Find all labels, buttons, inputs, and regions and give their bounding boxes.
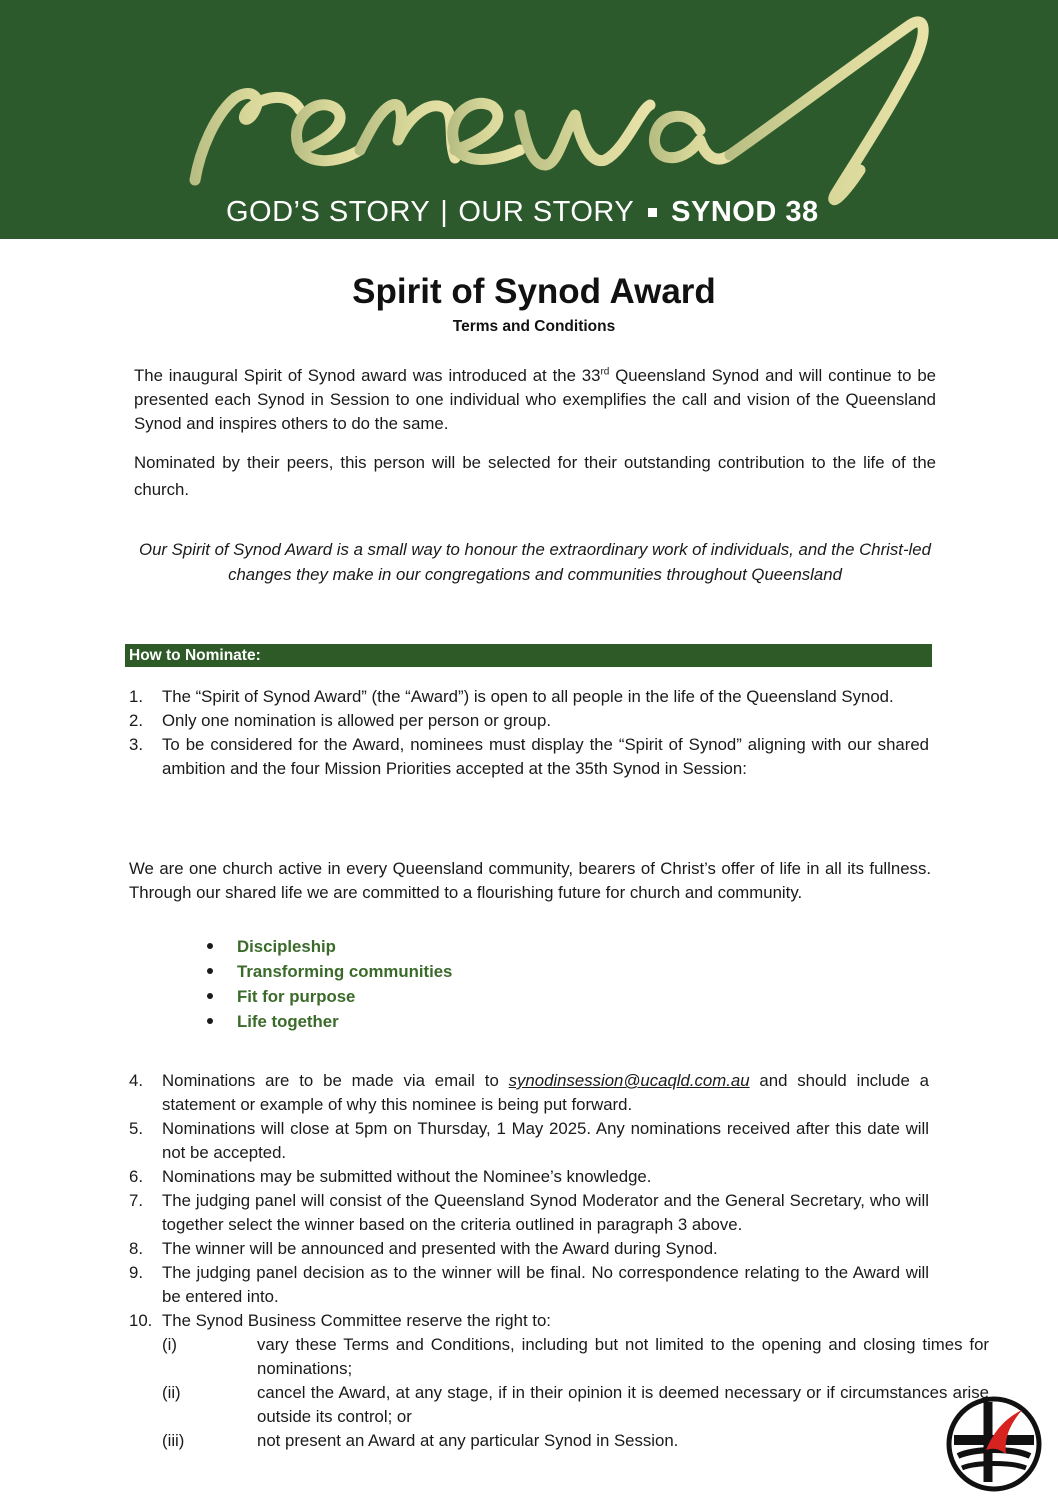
list-item: 6. Nominations may be submitted without the Nominee’s knowledge. — [129, 1167, 652, 1186]
header-banner — [0, 0, 1058, 239]
priority-discipleship: Discipleship — [205, 934, 452, 959]
page-title: Spirit of Synod Award — [352, 272, 716, 311]
priority-fit-for-purpose: Fit for purpose — [205, 984, 452, 1009]
list-item: 10. The Synod Business Committee reserve the right to: (i) vary these Terms and Conditions, including but not limited to the opening and closing times for nominations; (ii) cancel the Award, at any stage, if in their opinion it is deemed necessary or if circumstances arise outside its control; or (iii) not present an Award at any particular Synod in Session. — [129, 1309, 929, 1453]
intro-paragraph-2: Nominated by their peers, this person will be selected for their outstanding contribution to the life of the church. — [134, 453, 936, 499]
list-item: 1. The “Spirit of Synod Award” (the “Award”) is open to all people in the life of the Queensland Synod. — [129, 687, 894, 706]
intro-quote: Our Spirit of Synod Award is a small way to honour the extraordinary work of individuals, and the Christ-led changes they make in our congregations and communities throughout Queensland — [139, 540, 931, 584]
list-item: 5. Nominations will close at 5pm on Thursday, 1 May 2025. Any nominations received after this date will not be accepted. — [129, 1119, 929, 1162]
list-item: 9. The judging panel decision as to the winner will be final. No correspondence relating to the Award will be entered into. — [129, 1263, 929, 1306]
list-item: 3. To be considered for the Award, nominees must display the “Spirit of Synod” aligning with our shared ambition and the four Mission Priorities accepted at the 35th Synod in Session: — [129, 735, 929, 778]
priority-life-together: Life together — [205, 1009, 452, 1034]
tagline-our-story: OUR STORY — [458, 195, 635, 228]
mission-priorities — [205, 934, 452, 1034]
page-subtitle: Terms and Conditions — [452, 318, 616, 335]
list-item: 2. Only one nomination is allowed per person or group. — [129, 711, 551, 730]
tagline-synod: SYNOD 38 — [671, 195, 819, 228]
list-item: (ii) cancel the Award, at any stage, if in their opinion it is deemed necessary or if circumstances arise outside its control; or — [162, 1383, 989, 1426]
tagline-gods-story: GOD’S STORY — [226, 195, 431, 228]
nomination-list-b — [129, 1069, 989, 1453]
tagline-separator: | — [440, 195, 449, 228]
shared-ambition: We are one church active in every Queensland community, bearers of Christ’s offer of life in all its fullness. Through our shared life we are committed to a flourishing future for church and community. — [129, 859, 931, 902]
uniting-church-logo-icon — [944, 1396, 1044, 1492]
email-link[interactable]: synodinsession@ucaqld.com.au — [508, 1071, 750, 1090]
list-item: (i) vary these Terms and Conditions, including but not limited to the opening and closing times for nominations; — [162, 1335, 989, 1378]
square-bullet-icon — [648, 208, 657, 217]
reserve-rights-list — [162, 1333, 989, 1453]
list-item: 4. Nominations are to be made via email to synodinsession@ucaqld.com.au and should include a statement or example of why this nominee is being put forward. — [129, 1071, 929, 1114]
tagline — [226, 194, 819, 230]
list-item: (iii) not present an Award at any particular Synod in Session. — [162, 1431, 679, 1450]
list-item: 8. The winner will be announced and presented with the Award during Synod. — [129, 1239, 718, 1258]
list-item: 7. The judging panel will consist of the Queensland Synod Moderator and the General Secretary, who will together select the winner based on the criteria outlined in paragraph 3 above. — [129, 1191, 929, 1234]
nomination-list-a — [129, 685, 929, 781]
intro-paragraph-1: The inaugural Spirit of Synod award was introduced at the 33rd Queensland Synod and will continue to be presented each Synod in Session to one individual who exemplifies the call and vision of the Queensland Synod and inspires others to do the same. — [134, 366, 936, 433]
section-heading-how-to-nominate: How to Nominate: — [125, 644, 932, 667]
priority-transforming-communities: Transforming communities — [205, 959, 452, 984]
